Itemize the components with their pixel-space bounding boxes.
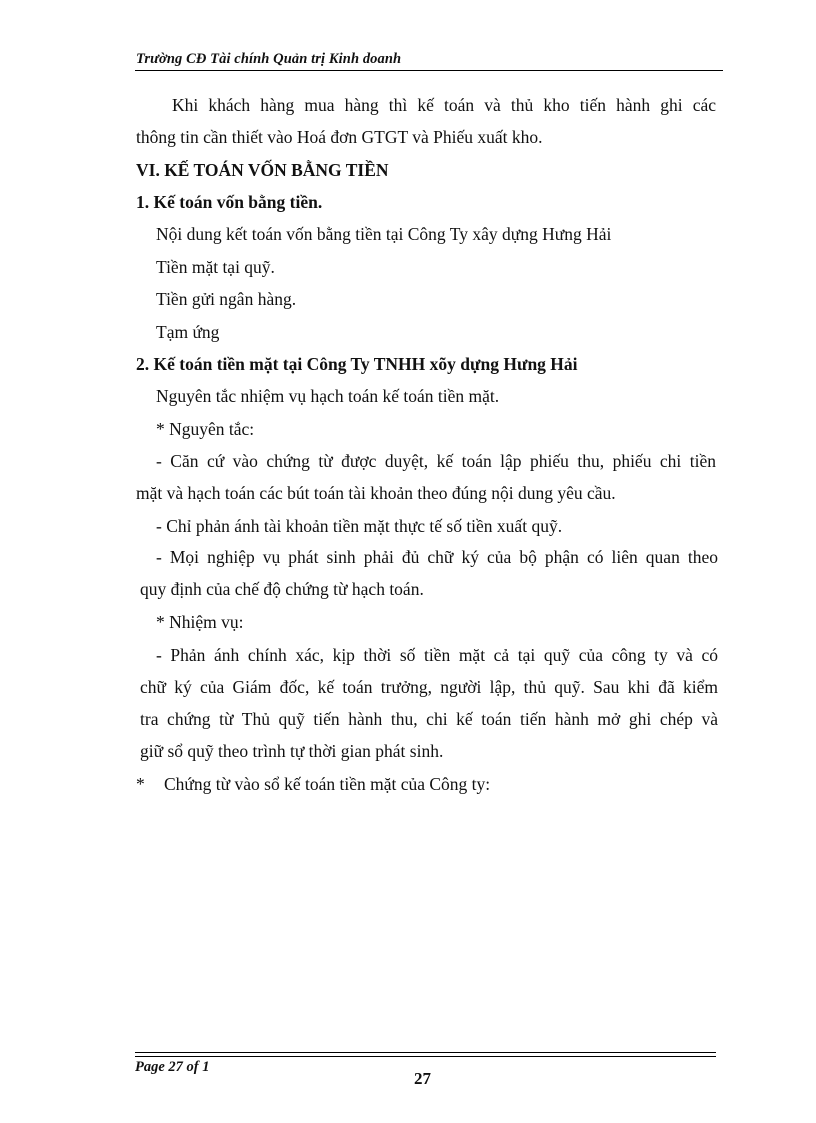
paragraph-line: chữ ký của Giám đốc, kế toán trưởng, người lập, thủ quỹ. Sau khi đã kiểm xyxy=(140,677,718,697)
paragraph-line: Nguyên tắc nhiệm vụ hạch toán kế toán tiền mặt. xyxy=(156,386,500,406)
paragraph-line: Tiền mặt tại quỹ. xyxy=(156,257,275,277)
paragraph-line: - Căn cứ vào chứng từ được duyệt, kế toán lập phiếu thu, phiếu chi tiền xyxy=(156,451,716,471)
subsection-heading: 1. Kế toán vốn bằng tiền. xyxy=(136,192,323,212)
paragraph-line: quy định của chế độ chứng từ hạch toán. xyxy=(140,579,424,599)
paragraph-line: Tạm ứng xyxy=(156,322,220,342)
paragraph-line: tra chứng từ Thủ quỹ tiến hành thu, chi kế toán tiến hành mở ghi chép và xyxy=(140,709,718,729)
paragraph-line: mặt và hạch toán các bút toán tài khoản theo đúng nội dung yêu cầu. xyxy=(136,483,616,503)
paragraph-line: * Nhiệm vụ: xyxy=(156,612,244,632)
paragraph-line: Khi khách hàng mua hàng thì kế toán và thủ kho tiến hành ghi các xyxy=(172,95,716,115)
paragraph-line: thông tin cần thiết vào Hoá đơn GTGT và Phiếu xuất kho. xyxy=(136,127,543,147)
footer-rule xyxy=(135,1052,716,1057)
paragraph-line: Chứng từ vào sổ kế toán tiền mặt của Công ty: xyxy=(164,774,491,794)
paragraph-line: giữ sổ quỹ theo trình tự thời gian phát sinh. xyxy=(140,741,444,761)
paragraph-line: Tiền gửi ngân hàng. xyxy=(156,289,297,309)
paragraph-line: * Nguyên tắc: xyxy=(156,419,255,439)
page-header xyxy=(135,48,723,71)
bullet-marker: * xyxy=(136,774,145,794)
footer-page-of: Page 27 of 1 xyxy=(135,1059,210,1075)
paragraph-line: - Mọi nghiệp vụ phát sinh phải đủ chữ ký của bộ phận có liên quan theo xyxy=(156,547,718,567)
subsection-heading: 2. Kế toán tiền mặt tại Công Ty TNHH xõy dựng Hưng Hải xyxy=(136,354,578,374)
paragraph-line: - Chỉ phản ánh tài khoản tiền mặt thực tế số tiền xuất quỹ. xyxy=(156,516,563,536)
paragraph-line: - Phản ánh chính xác, kịp thời số tiền mặt cả tại quỹ của công ty và có xyxy=(156,645,718,665)
paragraph-line: Nội dung kết toán vốn bằng tiền tại Công Ty xây dựng Hưng Hải xyxy=(156,224,612,244)
page-number: 27 xyxy=(414,1069,431,1088)
section-heading: VI. KẾ TOÁN VỐN BẰNG TIỀN xyxy=(136,160,389,180)
header-title: Trường CĐ Tài chính Quản trị Kinh doanh xyxy=(136,51,402,67)
